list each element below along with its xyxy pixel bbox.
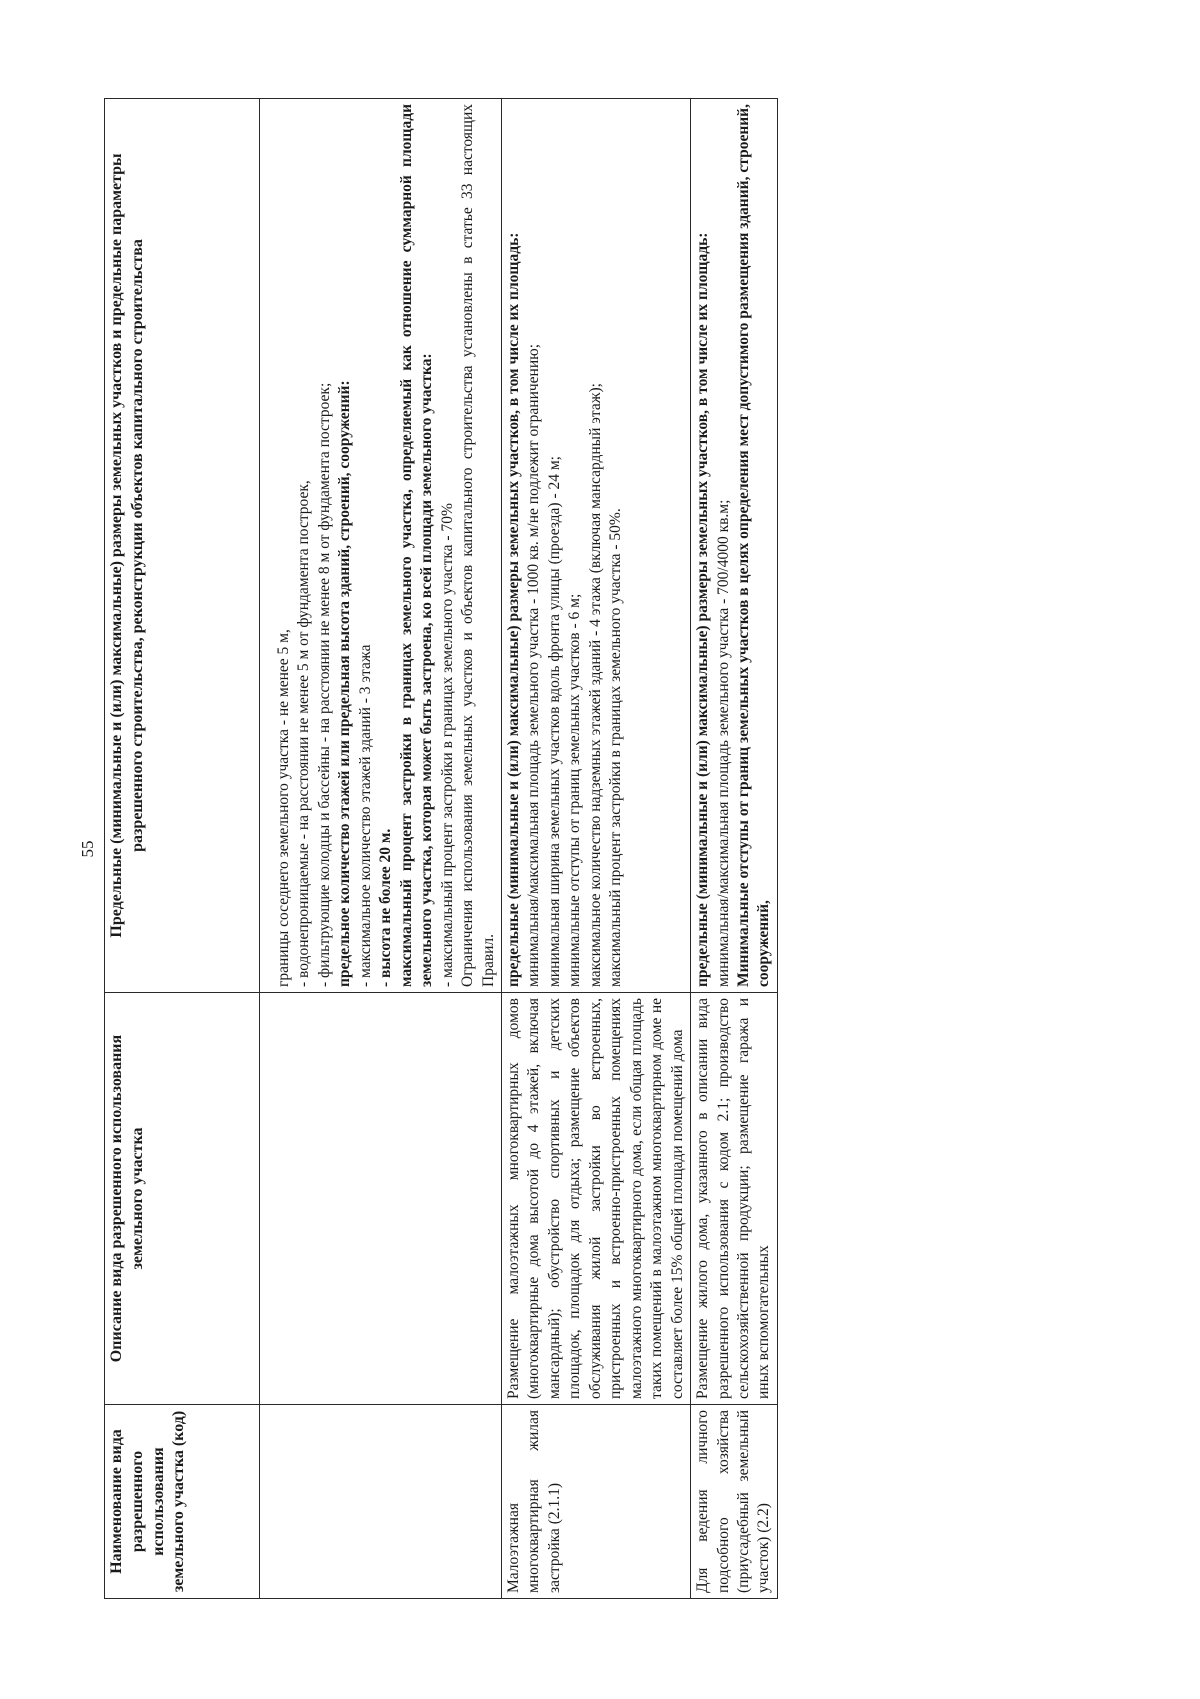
row2-param-line: минимальные отступы от границ земельных участков - 6 м; <box>566 593 584 987</box>
row3-param-line: предельные (минимальные и (или) максимальные) размеры земельных участков, в том числе их площадь: <box>694 232 712 987</box>
header-col-description: Описание вида разрешенного использования земельного участка <box>105 993 260 1405</box>
row1-param-line: Ограничения использования земельных участков и объектов капитального строительства установлены в статье 33 настоящих Правил. <box>459 104 497 987</box>
row3-param-line: минимальная/максимальная площадь земельного участка - 700/4000 кв.м; <box>714 499 732 987</box>
table-row <box>260 99 502 1599</box>
row1-parameters-cell <box>260 99 502 993</box>
row3-param-line: Минимальные отступы от границ земельных участков в целях определения мест допустимого размещения зданий, строений, сооружений, <box>734 104 773 987</box>
row2-name-cell: Малоэтажная многоквартирная жилая застройка (2.1.1) <box>501 1405 690 1599</box>
row2-parameters-cell <box>501 99 690 993</box>
regulations-table <box>104 98 778 1599</box>
row2-param-line: максимальное количество надземных этажей зданий - 4 этажа (включая мансардный этаж); <box>586 383 604 987</box>
row1-name-cell <box>260 1405 502 1599</box>
row1-param-line: - максимальный процент застройки в границах земельного участка - 70% <box>438 503 456 987</box>
row1-param-line: границы соседнего земельного участка - не менее 5 м, <box>275 629 292 987</box>
row1-param-line: - водонепроницаемые - на расстоянии не менее 5 м от фундамента построек, <box>295 480 313 987</box>
row2-param-line: минимальная/максимальная площадь земельного участка - 1000 кв. м/не подлежит ограничению; <box>525 343 543 987</box>
row1-param-line: - высота не более 20 м. <box>377 828 395 987</box>
row1-param-line: - максимальное количество этажей зданий - 3 этажа <box>356 644 374 987</box>
row2-param-line: максимальный процент застройки в границах земельного участка - 50%. <box>607 508 625 987</box>
row1-description-cell <box>260 993 502 1405</box>
table-header-row <box>105 99 260 1599</box>
page-number: 55 <box>78 840 97 858</box>
table-row <box>501 99 690 1599</box>
row1-param-line: - фильтрующие колодцы и бассейны - на расстоянии не менее 8 м от фундамента построек; <box>315 382 333 987</box>
table-row <box>691 99 778 1599</box>
row3-parameters-cell <box>691 99 778 993</box>
row2-description-cell: Размещение малоэтажных многоквартирных домов (многоквартирные дома высотой до 4 этажей, включая мансардный); обустройство спортивных и детских площадок, площадок для отдыха; размещение объектов обслуживания жилой застройки во встроенных, пристроенных и встроенно-пристроенных помещениях малоэтажного многоквартирного дома, если общая площадь таких помещений в малоэтажном многоквартирном доме не составляет более 15% общей площади помещений дома <box>501 993 690 1405</box>
row2-param-line: минимальная ширина земельных участков вдоль фронта улицы (проезда) - 24 м; <box>545 456 563 987</box>
row1-param-line: предельное количество этажей или предельная высота зданий, строений, сооружений: <box>336 380 354 987</box>
rotated-page <box>80 99 1120 1599</box>
header-col-name: Наименование вида разрешенного использования земельного участка (код) <box>105 1405 260 1599</box>
row3-name-cell: Для ведения личного подсобного хозяйства (приусадебный земельный участок) (2.2) <box>691 1405 778 1599</box>
row2-param-line: предельные (минимальные и (или) максимальные) размеры земельных участков, в том числе их площадь: <box>504 232 522 987</box>
row3-description-cell: Размещение жилого дома, указанного в описании вида разрешенного использования с кодом 2.1; производство сельскохозяйственной продукции; размещение гаража и иных вспомогательных <box>691 993 778 1405</box>
header-col-parameters: Предельные (минимальные и (или) максимальные) размеры земельных участков и предельные параметры разрешенного строительства, реконструкции объектов капитального строительства <box>105 99 260 993</box>
row1-param-line: максимальный процент застройки в границах земельного участка, определяемый как отношение суммарной площади земельного участка, которая может быть застроена, ко всей площади земельного участка: <box>397 104 436 987</box>
